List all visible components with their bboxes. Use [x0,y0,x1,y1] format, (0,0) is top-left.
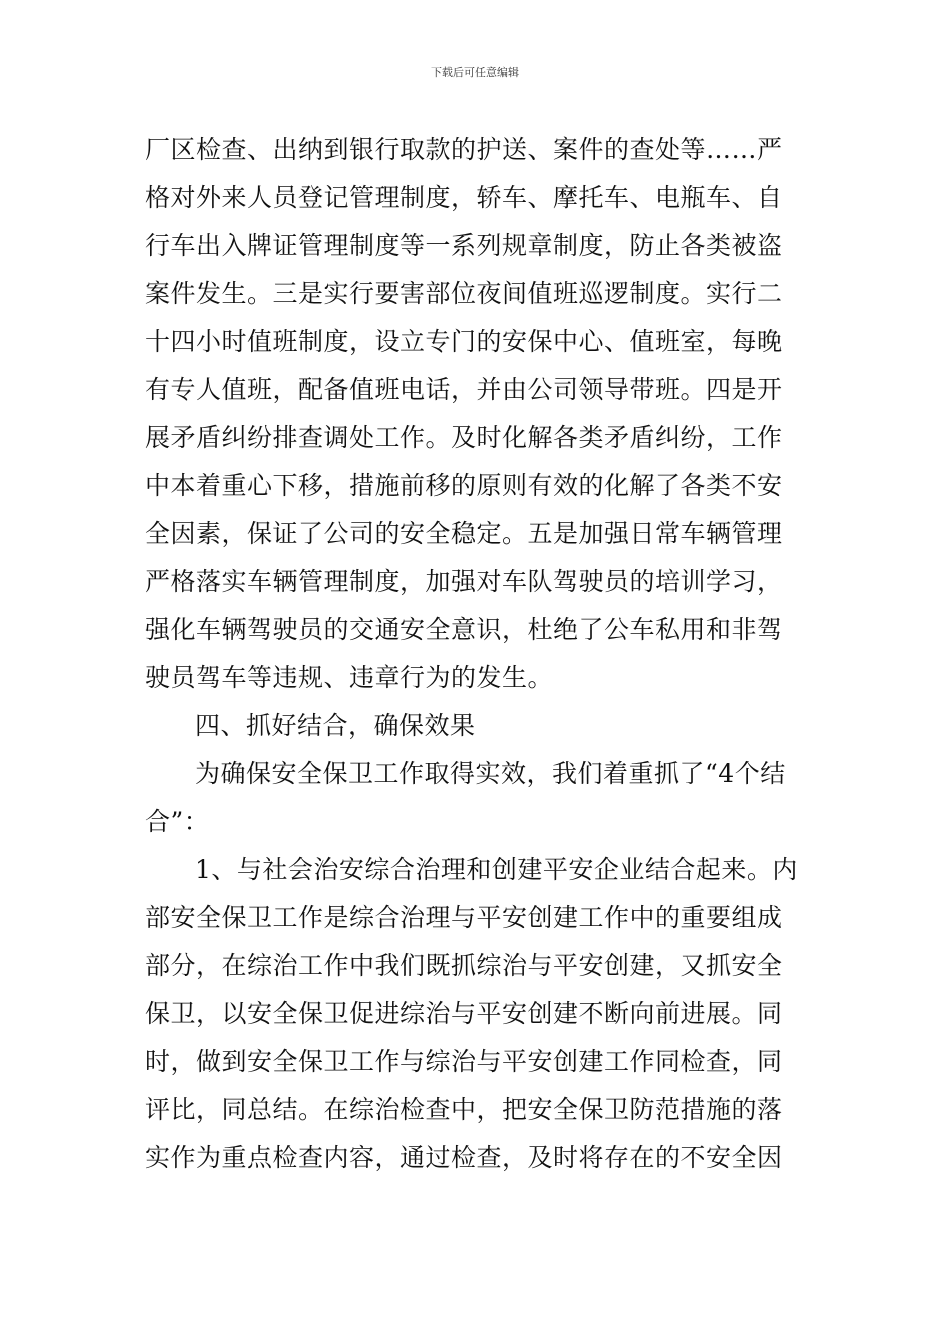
text-line: 时，做到安全保卫工作与综治与平安创建工作同检查，同 [145,1047,783,1076]
text-line: 为确保安全保卫工作取得实效，我们着重抓了“4个结 [195,759,786,788]
text-line: 实作为重点检查内容，通过检查，及时将存在的不安全因 [145,1143,783,1172]
text-line: 展矛盾纠纷排查调处工作。及时化解各类矛盾纠纷，工作 [145,423,783,452]
text-line: 案件发生。三是实行要害部位夜间值班巡逻制度。实行二 [145,279,783,308]
text-line: 1、与社会治安综合治理和创建平安企业结合起来。内 [195,855,798,884]
text-line: 保卫，以安全保卫促进综治与平安创建不断向前进展。同 [145,999,783,1028]
section-heading: 四、抓好结合，确保效果 [195,711,476,740]
document-body [145,126,813,1182]
text-line: 十四小时值班制度，设立专门的安保中心、值班室，每晚 [145,327,783,356]
text-line: 驶员驾车等违规、违章行为的发生。 [145,663,554,692]
text-line: 部安全保卫工作是综合治理与平安创建工作中的重要组成 [145,903,783,932]
text-line: 强化车辆驾驶员的交通安全意识，杜绝了公车私用和非驾 [145,615,783,644]
text-line: 全因素，保证了公司的安全稳定。五是加强日常车辆管理 [145,519,783,548]
text-line: 厂区检查、出纳到银行取款的护送、案件的查处等……严 [145,135,783,164]
page-header-note: 下载后可任意编辑 [431,66,519,79]
text-line: 评比，同总结。在综治检查中，把安全保卫防范措施的落 [145,1095,783,1124]
text-line: 合”： [145,807,210,836]
text-line: 中本着重心下移，措施前移的原则有效的化解了各类不安 [145,471,783,500]
text-line: 有专人值班，配备值班电话，并由公司领导带班。四是开 [145,375,783,404]
text-line: 严格落实车辆管理制度，加强对车队驾驶员的培训学习， [145,567,783,596]
text-line: 行车出入牌证管理制度等一系列规章制度，防止各类被盗 [145,231,783,260]
text-line: 格对外来人员登记管理制度，轿车、摩托车、电瓶车、自 [145,183,783,212]
text-line: 部分，在综治工作中我们既抓综治与平安创建，又抓安全 [145,951,783,980]
